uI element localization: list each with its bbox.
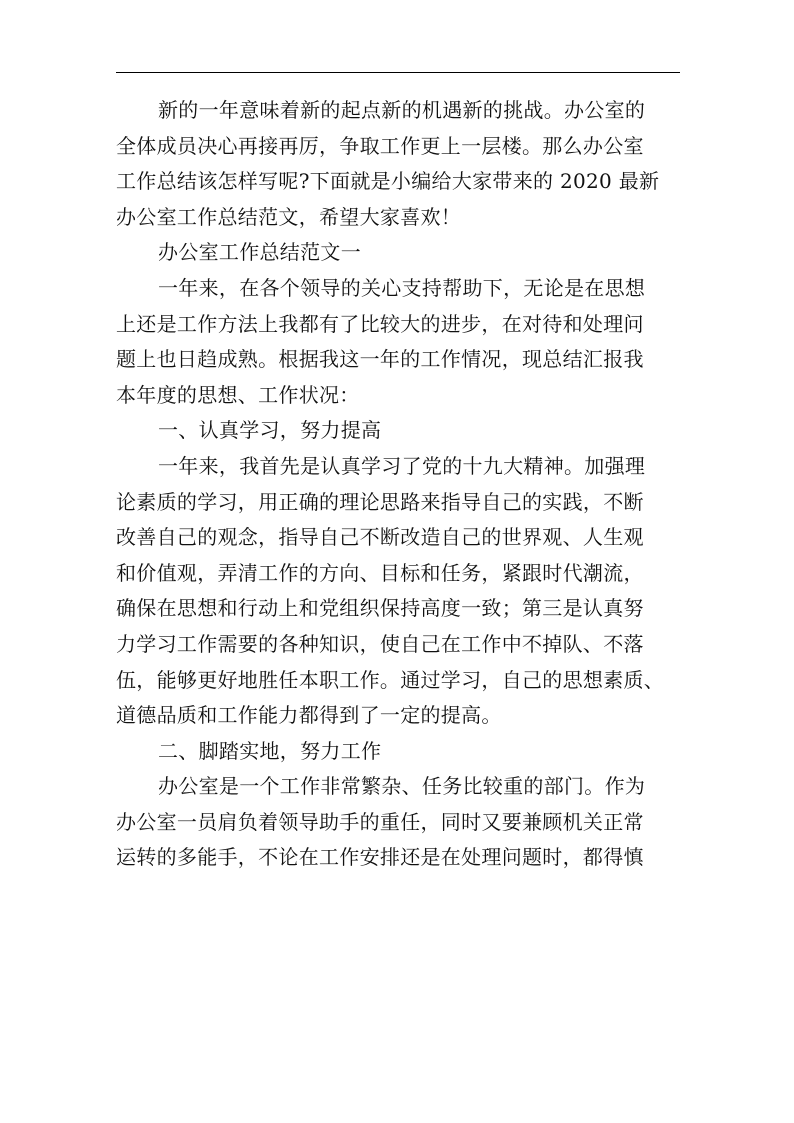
body-line: 本年度的思想、工作状况：: [116, 382, 360, 407]
body-line: 新的一年意味着新的起点新的机遇新的挑战。办公室的: [158, 98, 646, 122]
body-line: 全体成员决心再接再厉，争取工作更上一层楼。那么办公室: [116, 133, 644, 158]
body-line: 工作总结该怎样写呢?下面就是小编给大家带来的 2020 最新: [116, 169, 660, 194]
body-line: 题上也日趋成熟。根据我这一年的工作情况，现总结汇报我: [116, 347, 644, 372]
body-line: 和价值观，弄清工作的方向、目标和任务，紧跟时代潮流，: [116, 560, 644, 585]
body-line: 论素质的学习，用正确的理论思路来指导自己的实践，不断: [116, 489, 644, 514]
body-line: 改善自己的观念，指导自己不断改造自己的世界观、人生观: [116, 525, 644, 550]
document-body: [116, 93, 680, 876]
section-heading: 二、脚踏实地，努力工作: [158, 738, 382, 763]
body-line: 办公室工作总结范文，希望大家喜欢！: [116, 204, 462, 229]
body-line: 道德品质和工作能力都得到了一定的提高。: [116, 703, 502, 728]
body-line: 办公室一员肩负着领导助手的重任，同时又要兼顾机关正常: [116, 809, 644, 834]
section-title: 办公室工作总结范文一: [158, 240, 361, 265]
body-line: 办公室是一个工作非常繁杂、任务比较重的部门。作为: [158, 774, 646, 799]
body-line: 上还是工作方法上我都有了比较大的进步，在对待和处理问: [116, 311, 644, 336]
body-line: 伍，能够更好地胜任本职工作。通过学习，自己的思想素质、: [116, 667, 665, 692]
body-line: 一年来，我首先是认真学习了党的十九大精神。加强理: [158, 453, 646, 478]
body-line: 一年来，在各个领导的关心支持帮助下，无论是在思想: [158, 275, 646, 300]
body-line: 力学习工作需要的各种知识，使自己在工作中不掉队、不落: [116, 631, 644, 656]
body-line: 运转的多能手，不论在工作安排还是在处理问题时，都得慎: [116, 845, 644, 870]
body-line: 确保在思想和行动上和党组织保持高度一致；第三是认真努: [116, 596, 644, 621]
section-heading: 一、认真学习，努力提高: [158, 418, 382, 443]
header-rule: [116, 72, 680, 73]
